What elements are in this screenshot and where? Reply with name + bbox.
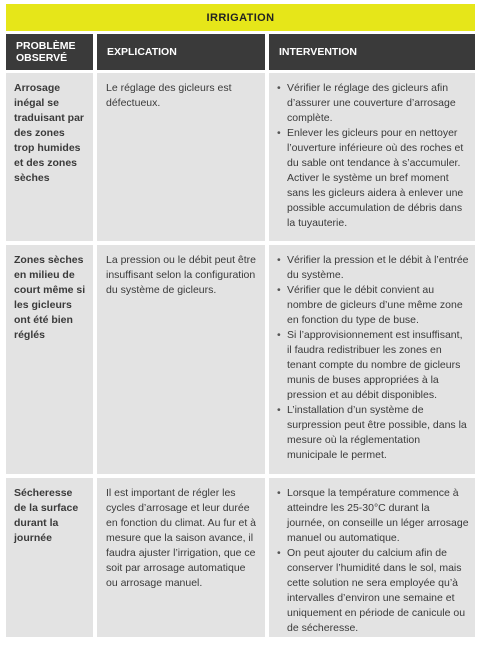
header-problem-label: PROBLÈME OBSERVÉ — [16, 40, 76, 64]
header-problem — [6, 34, 93, 70]
header-explanation-label: EXPLICATION — [107, 46, 177, 58]
row-3-intervention-item: • On peut ajouter du calcium afin de conserver l’humidité dans le sol, mais cette solution ne sera employée qu’à intervalles d’environ une semaine et uniquement en période de canicule ou de sécheresse. — [277, 546, 469, 636]
row-1-problem: Arrosage inégal se traduisant par des zones trop humides et des zones sèches — [6, 73, 93, 241]
row-1-interventions — [269, 73, 475, 241]
row-3-explanation: Il est important de régler les cycles d’arrosage et leur durée en fonction du climat. Au fur et à mesure que la saison avance, il faudra ajuster l’irrigation, que ce soit par arrosage automatique ou arrosage manuel. — [97, 478, 265, 637]
row-3-problem: Sécheresse de la surface durant la journée — [6, 478, 93, 637]
row-2-problem: Zones sèches en milieu de court même si les gicleurs ont été bien réglés — [6, 245, 93, 474]
row-2-intervention-item: • Si l’approvisionnement est insuffisant, il faudra redistribuer les zones en tenant compte du nombre de gicleurs munis de buses appropriées à la pression et au débit disponibles. — [277, 328, 469, 403]
header-intervention — [269, 34, 475, 70]
table-title: IRRIGATION — [6, 4, 475, 31]
row-2-interventions — [269, 245, 475, 474]
row-2-intervention-item: • L’installation d’un système de surpression peut être possible, dans la mesure où la réglementation municipale le permet. — [277, 403, 469, 463]
row-2-explanation: La pression ou le débit peut être insuffisant selon la configuration du système de gicleurs. — [97, 245, 265, 474]
header-explanation — [97, 34, 265, 70]
row-2-intervention-item: • Vérifier la pression et le débit à l’entrée du système. — [277, 253, 469, 283]
row-3-intervention-item: • Lorsque la température commence à atteindre les 25-30°C durant la journée, on conseille un léger arrosage manuel ou automatique. — [277, 486, 469, 546]
row-2-intervention-item: • Vérifier que le débit convient au nombre de gicleurs d’une même zone en fonction du type de buse. — [277, 283, 469, 328]
row-1-intervention-item: • Enlever les gicleurs pour en nettoyer l’ouverture inférieure où des roches et du sable ont tendance à s’accumuler. Activer le système un bref moment sans les gicleurs aidera à enlever une possible accumulation de débris dans la tuyauterie. — [277, 126, 469, 231]
row-3-interventions — [269, 478, 475, 637]
row-1-intervention-item: • Vérifier le réglage des gicleurs afin d’assurer une couverture d’arrosage complète. — [277, 81, 469, 126]
row-1-explanation: Le réglage des gicleurs est défectueux. — [97, 73, 265, 241]
header-intervention-label: INTERVENTION — [279, 46, 357, 58]
